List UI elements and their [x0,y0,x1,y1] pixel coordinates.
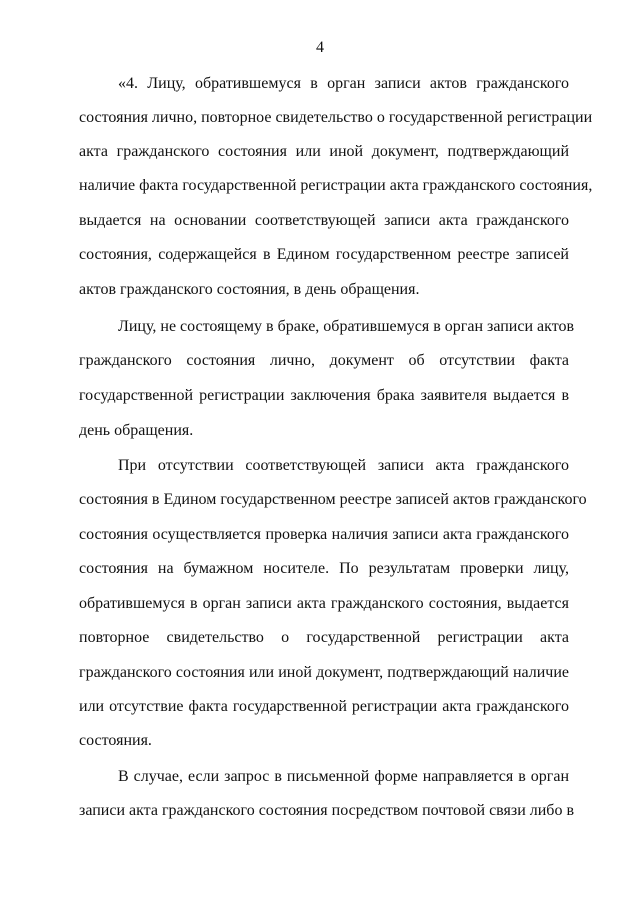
text-line: При отсутствии соответствующей записи акта гражданского [118,457,569,474]
text-line: или отсутствие факта государственной регистрации акта гражданского [79,698,569,715]
text-line: состояния осуществляется проверка наличия записи акта гражданского [79,526,569,543]
text-line: состояния на бумажном носителе. По результатам проверки лицу, [79,560,569,577]
text-line: выдается на основании соответствующей записи акта гражданского [79,212,569,229]
text-line: день обращения. [79,422,194,439]
text-line: состояния лично, повторное свидетельство о государственной регистрации [79,109,593,126]
page-number: 4 [316,39,324,56]
text-line: государственной регистрации заключения брака заявителя выдается в [79,387,569,404]
text-line: состояния в Едином государственном реестре записей актов гражданского [79,491,587,508]
text-line: Лицу, не состоящему в браке, обратившемуся в орган записи актов [118,318,575,335]
text-line: В случае, если запрос в письменной форме направляется в орган [118,768,569,785]
text-line: повторное свидетельство о государственной регистрации акта [79,629,569,646]
text-line: актов гражданского состояния, в день обращения. [79,281,420,298]
text-line: гражданского состояния или иной документ, подтверждающий наличие [79,664,569,681]
text-line: гражданского состояния лично, документ об отсутствии факта [79,352,569,369]
text-line: акта гражданского состояния или иной документ, подтверждающий [79,143,569,160]
text-line: записи акта гражданского состояния посредством почтовой связи либо в [79,802,574,819]
text-line: наличие факта государственной регистрации акта гражданского состояния, [79,177,593,194]
text-line: состояния. [79,732,152,749]
text-line: «4. Лицу, обратившемуся в орган записи актов гражданского [118,75,569,92]
text-line: состояния, содержащейся в Едином государственном реестре записей [79,246,569,263]
text-line: обратившемуся в орган записи акта гражданского состояния, выдается [79,595,569,612]
